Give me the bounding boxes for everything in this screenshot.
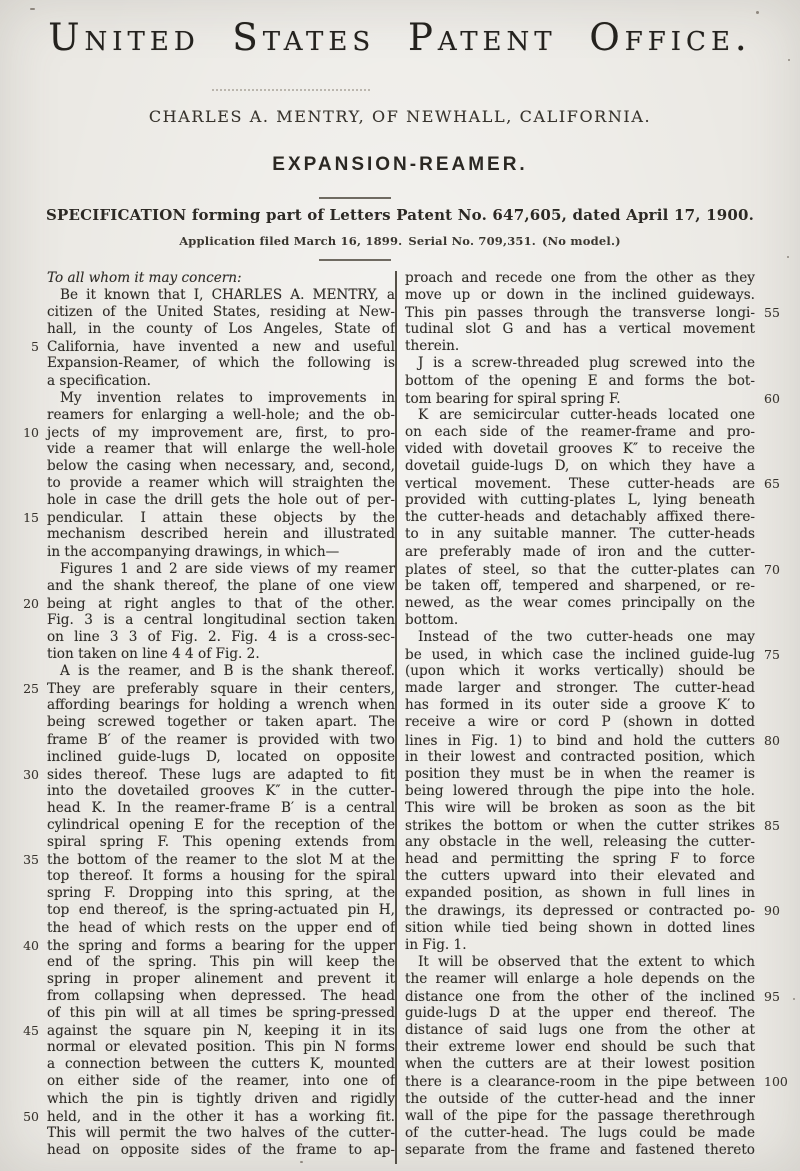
text-line [14, 988, 395, 1005]
text-line [405, 1142, 796, 1159]
text-line [405, 971, 796, 988]
line-text: tion taken on line 4 4 of Fig. 2. [47, 646, 260, 663]
text-line [405, 1039, 796, 1056]
text-line [14, 714, 395, 731]
paper-speck [300, 1161, 303, 1163]
line-text: below the casing when necessary, and, second, [47, 458, 395, 475]
line-text: plates of steel, so that the cutter-plates can [405, 561, 755, 578]
text-line [405, 338, 796, 355]
text-line [14, 338, 395, 355]
line-text: the cutters upward into their elevated and [405, 868, 755, 885]
line-text: move up or down in the inclined guideways. [405, 287, 755, 304]
text-line [14, 1039, 395, 1056]
line-number: 10 [23, 424, 39, 440]
text-line [405, 561, 796, 578]
line-text: to in any suitable manner. The cutter-heads [405, 526, 755, 543]
text-line [405, 783, 796, 800]
text-line [405, 1005, 796, 1022]
line-text: My invention relates to improvements in [60, 389, 395, 406]
line-text: separate from the frame and fastened thereto [405, 1141, 755, 1158]
text-line [405, 390, 796, 407]
line-text: there is a clearance-room in the pipe between [405, 1074, 755, 1091]
text-line [405, 612, 796, 629]
text-line [14, 697, 395, 714]
line-number: 55 [764, 305, 780, 321]
specification-line: SPECIFICATION forming part of Letters Patent No. 647,605, dated April 17, 1900. [45, 206, 755, 224]
text-line [14, 1056, 395, 1073]
line-text: against the square pin N, keeping it in its [47, 1023, 395, 1040]
text-line [14, 1005, 395, 1022]
section-rule-bottom [319, 259, 391, 261]
text-line [14, 321, 395, 338]
line-text: Be it known that I, CHARLES A. MENTRY, a [60, 287, 395, 304]
text-line [14, 868, 395, 885]
text-line [405, 270, 796, 287]
line-number: 15 [23, 510, 39, 526]
line-text: vide a reamer that will enlarge the well-hole [47, 440, 395, 457]
line-text: hole in case the drill gets the hole out of per- [47, 492, 395, 509]
line-text: held, and in the other it has a working fit. [47, 1108, 395, 1125]
text-columns [0, 270, 800, 1164]
text-line [14, 834, 395, 851]
inventor-line: CHARLES A. MENTRY, OF NEWHALL, CALIFORNIA. [148, 107, 652, 126]
line-text: To all whom it may concern: [47, 270, 242, 286]
line-text: pendicular. I attain these objects by the [47, 510, 395, 527]
line-text: to provide a reamer which will straighten the [47, 475, 395, 492]
text-line [405, 544, 796, 561]
line-text: of this pin will at all times be spring-pressed [47, 1005, 395, 1022]
text-line [405, 629, 796, 646]
line-text: distance one from the other of the inclined [405, 988, 755, 1005]
text-line [405, 1125, 796, 1142]
text-line [14, 287, 395, 304]
text-line [405, 595, 796, 612]
left-column [0, 270, 395, 1159]
section-rule-top [319, 197, 391, 199]
line-text: They are preferably square in their centers, [47, 681, 395, 698]
text-line [405, 578, 796, 595]
line-text: in their lowest and contracted position, which [405, 748, 755, 765]
line-text: a connection between the cutters K, mounted [47, 1056, 395, 1073]
line-text: when the cutters are at their lowest position [405, 1056, 755, 1073]
text-line [405, 817, 796, 834]
text-line [405, 355, 796, 372]
text-line [14, 373, 395, 390]
text-line [14, 509, 395, 526]
line-text: in Fig. 1. [405, 936, 467, 953]
line-text: therein. [405, 338, 460, 355]
line-text: K are semicircular cutter-heads located one [418, 406, 755, 423]
text-line [14, 851, 395, 868]
text-line [405, 766, 796, 783]
text-line [14, 390, 395, 407]
invention-title: EXPANSION-REAMER. [272, 154, 528, 175]
line-text: (upon which it works vertically) should be [405, 663, 755, 680]
line-text: vertical movement. These cutter-heads are [405, 476, 755, 493]
line-number: 40 [23, 937, 39, 953]
line-text: position they must be in when the reamer is [405, 765, 755, 782]
paper-speck [793, 998, 795, 1000]
line-text: their extreme lower end should be such that [405, 1039, 755, 1056]
text-line [405, 732, 796, 749]
line-text: receive a wire or cord P (shown in dotted [405, 714, 755, 731]
text-line [14, 544, 395, 561]
text-line [14, 526, 395, 543]
line-number: 45 [23, 1023, 39, 1039]
line-text: Figures 1 and 2 are side views of my reamer [60, 560, 395, 577]
text-line [405, 902, 796, 919]
text-line [405, 1091, 796, 1108]
text-line [14, 783, 395, 800]
line-text: top end thereof, is the spring-actuated pin H, [47, 902, 395, 919]
text-line [405, 646, 796, 663]
line-text: on line 3 3 of Fig. 2. Fig. 4 is a cross-sec- [47, 628, 395, 645]
line-number: 70 [764, 561, 780, 577]
text-line [14, 749, 395, 766]
text-line [14, 441, 395, 458]
text-line [405, 954, 796, 971]
text-line [14, 304, 395, 321]
text-line [14, 458, 395, 475]
text-line [14, 766, 395, 783]
page-title: United States Patent Office. [48, 16, 752, 59]
line-text: This wire will be broken as soon as the bit [405, 799, 755, 816]
text-line [14, 902, 395, 919]
line-text: A is the reamer, and B is the shank thereof. [60, 663, 395, 680]
line-text: This pin passes through the transverse longi- [405, 305, 755, 322]
paper-speck [756, 11, 759, 14]
text-line [405, 714, 796, 731]
text-line [14, 475, 395, 492]
text-line [405, 834, 796, 851]
text-line [405, 697, 796, 714]
line-text: expanded position, as shown in full lines in [405, 885, 755, 902]
text-line [14, 612, 395, 629]
line-text: the bottom of the reamer to the slot M at the [47, 852, 395, 869]
text-line [14, 817, 395, 834]
line-text: jects of my improvement are, first, to pro- [47, 424, 395, 441]
text-line [405, 526, 796, 543]
text-line [405, 1073, 796, 1090]
line-text: the cutter-heads and detachably affixed there- [405, 509, 755, 526]
line-text: be taken off, tempered and sharpened, or re- [405, 577, 755, 594]
line-text: head on opposite sides of the frame to ap- [47, 1141, 395, 1158]
text-line [14, 578, 395, 595]
line-text: cylindrical opening E for the reception of the [47, 817, 395, 833]
line-number: 65 [764, 476, 780, 492]
text-line [405, 749, 796, 766]
text-line [14, 424, 395, 441]
line-text: proach and recede one from the other as they [405, 270, 755, 286]
text-line [14, 800, 395, 817]
line-number: 50 [23, 1108, 39, 1124]
text-line [405, 509, 796, 526]
line-text: in the accompanying drawings, in which— [47, 543, 340, 560]
line-text: provided with cutting-plates L, lying beneath [405, 492, 755, 509]
text-line [405, 663, 796, 680]
text-line [14, 1091, 395, 1108]
text-line [14, 920, 395, 937]
text-line [405, 937, 796, 954]
text-line [14, 885, 395, 902]
line-text: This will permit the two halves of the cutter- [47, 1124, 395, 1141]
line-text: newed, as the wear comes principally on the [405, 594, 755, 611]
line-text: a specification. [47, 372, 151, 389]
line-number: 60 [764, 390, 780, 406]
text-line [405, 988, 796, 1005]
line-number: 75 [764, 647, 780, 663]
line-text: being at right angles to that of the other. [47, 595, 395, 612]
line-text: spiral spring F. This opening extends from [47, 834, 395, 851]
text-line [405, 1022, 796, 1039]
text-line [14, 1125, 395, 1142]
line-text: which the pin is tightly driven and rigidly [47, 1090, 395, 1107]
line-text: hall, in the county of Los Angeles, State of [47, 321, 395, 338]
text-line [405, 492, 796, 509]
application-line: Application filed March 16, 1899. Serial No. 709,351. (No model.) [179, 234, 621, 248]
text-line [405, 920, 796, 937]
text-line [14, 561, 395, 578]
line-text: being screwed together or taken apart. The [47, 714, 395, 731]
line-text: and the shank thereof, the plane of one view [47, 577, 395, 594]
line-text: J is a screw-threaded plug screwed into the [418, 355, 755, 372]
text-line [14, 355, 395, 372]
text-line [405, 441, 796, 458]
text-line [405, 424, 796, 441]
line-text: bottom of the opening E and forms the bot- [405, 372, 755, 389]
line-text: being lowered through the pipe into the hole. [405, 782, 755, 799]
text-line [405, 1108, 796, 1125]
line-number: 20 [23, 595, 39, 611]
text-line [405, 321, 796, 338]
line-text: from collapsing when depressed. The head [47, 987, 395, 1004]
line-text: tudinal slot G and has a vertical movement [405, 321, 755, 338]
line-text: top thereof. It forms a housing for the spiral [47, 868, 395, 885]
text-line [405, 287, 796, 304]
paper-speck [30, 8, 35, 10]
line-text: frame B′ of the reamer is provided with two [47, 731, 395, 748]
line-text: on each side of the reamer-frame and pro- [405, 423, 755, 440]
text-line [405, 304, 796, 321]
text-line [14, 629, 395, 646]
text-line [405, 800, 796, 817]
line-number: 5 [31, 339, 39, 355]
line-number: 25 [23, 681, 39, 697]
text-line [14, 407, 395, 424]
text-line [14, 1108, 395, 1125]
line-text: affording bearings for holding a wrench when [47, 697, 395, 714]
text-line [14, 663, 395, 680]
line-number: 90 [764, 903, 780, 919]
text-line [14, 1073, 395, 1090]
line-text: mechanism described herein and illustrated [47, 526, 395, 543]
line-text: are preferably made of iron and the cutter- [405, 543, 755, 560]
line-text: the drawings, its depressed or contracted po- [405, 903, 755, 920]
line-text: on either side of the reamer, into one of [47, 1073, 395, 1090]
text-line [14, 971, 395, 988]
paper-speck [788, 59, 790, 61]
line-number: 80 [764, 732, 780, 748]
line-text: spring in proper alinement and prevent it [47, 970, 395, 987]
line-text: wall of the pipe for the passage therethrough [405, 1107, 755, 1124]
line-text: distance of said lugs one from the other at [405, 1022, 755, 1039]
line-number: 85 [764, 818, 780, 833]
text-line [14, 680, 395, 697]
line-text: Fig. 3 is a central longitudinal section taken [47, 611, 395, 628]
text-line [405, 868, 796, 885]
text-line [405, 851, 796, 868]
line-text: any obstacle in the well, releasing the cutter- [405, 834, 755, 851]
text-line [405, 885, 796, 902]
right-column [397, 270, 800, 1159]
line-text: sition while tied being shown in dotted lines [405, 919, 755, 936]
line-text: the head of which rests on the upper end of [47, 919, 395, 936]
text-line [14, 732, 395, 749]
line-text: the reamer will enlarge a hole depends on the [405, 970, 755, 987]
text-line [14, 646, 395, 663]
line-text: be used, in which case the inclined guide-lug [405, 647, 755, 664]
text-line [14, 954, 395, 971]
line-text: the spring and forms a bearing for the upper [47, 937, 395, 954]
line-number: 30 [23, 766, 39, 782]
line-text: Instead of the two cutter-heads one may [418, 628, 755, 645]
text-line [14, 492, 395, 509]
line-text: reamers for enlarging a well-hole; and the ob- [47, 406, 395, 423]
line-text: lines in Fig. 1) to bind and hold the cutters [405, 732, 755, 749]
ornament-divider [212, 89, 370, 91]
line-text: It will be observed that the extent to which [418, 953, 755, 970]
line-number: 100 [764, 1074, 788, 1090]
text-line [405, 373, 796, 390]
line-number: 35 [23, 852, 39, 868]
line-text: head and permitting the spring F to force [405, 851, 755, 868]
text-line [405, 1056, 796, 1073]
line-text: vided with dovetail grooves K″ to receive the [405, 440, 755, 457]
line-text: inclined guide-lugs D, located on opposite [47, 748, 395, 765]
line-text: the outside of the cutter-head and the inner [405, 1090, 755, 1107]
line-text: made larger and stronger. The cutter-head [405, 680, 755, 697]
text-line [14, 937, 395, 954]
text-line [14, 1022, 395, 1039]
line-text: sides thereof. These lugs are adapted to fit [47, 766, 395, 783]
line-text: dovetail guide-lugs D, on which they have a [405, 458, 755, 475]
line-text: Expansion-Reamer, of which the following is [47, 355, 395, 372]
paper-speck [787, 256, 789, 258]
line-text: normal or elevated position. This pin N forms [47, 1039, 395, 1056]
line-text: end of the spring. This pin will keep the [47, 953, 395, 970]
text-line [405, 407, 796, 424]
line-text: spring F. Dropping into this spring, at the [47, 885, 395, 902]
line-text: guide-lugs D at the upper end thereof. The [405, 1005, 755, 1022]
line-text: has formed in its outer side a groove K′ to [405, 697, 755, 714]
text-line [405, 458, 796, 475]
text-line [405, 680, 796, 697]
line-text: California, have invented a new and useful [47, 339, 395, 356]
line-text: of the cutter-head. The lugs could be made [405, 1124, 755, 1141]
line-text: into the dovetailed grooves K″ in the cutter- [47, 782, 395, 799]
line-text: head K. In the reamer-frame B′ is a central [47, 799, 395, 816]
line-text: strikes the bottom or when the cutter strikes [405, 818, 755, 834]
text-line [405, 475, 796, 492]
line-text: bottom. [405, 611, 459, 628]
text-line [14, 270, 395, 287]
text-line [14, 1142, 395, 1159]
line-text: tom bearing for spiral spring F. [405, 390, 621, 407]
text-line [14, 595, 395, 612]
line-number: 95 [764, 988, 780, 1004]
line-text: citizen of the United States, residing at New- [47, 304, 395, 321]
